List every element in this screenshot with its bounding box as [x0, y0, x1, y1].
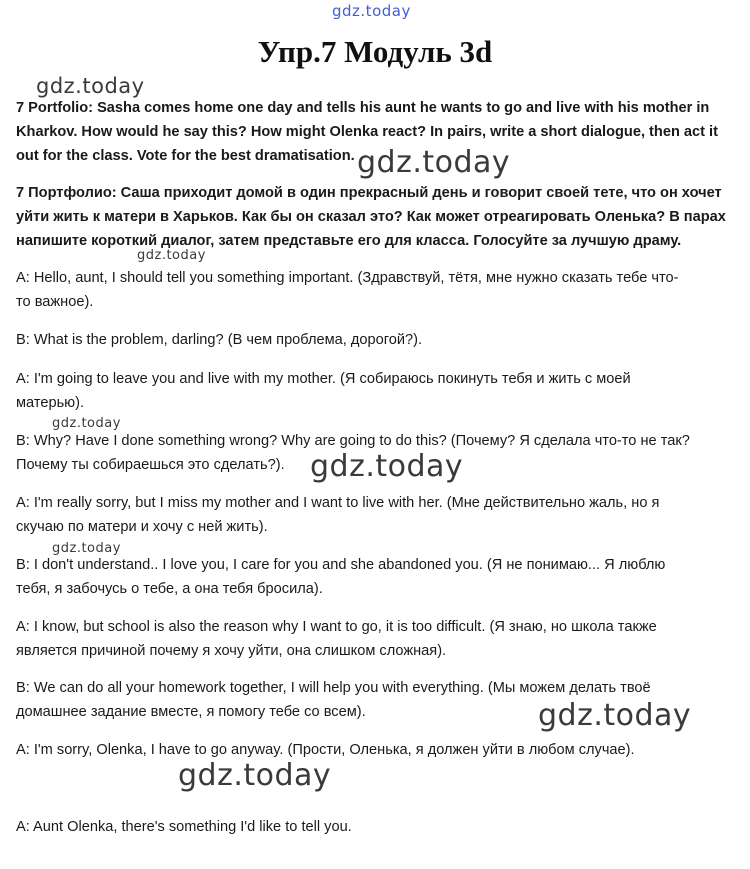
task-ru-line: 7 Портфолио: Саша приходит домой в один прекрасный день и говорит своей тете, что он хочет	[16, 185, 722, 201]
dialogue-line: Почему ты собираешься это сделать?).	[16, 457, 285, 473]
dialogue-line: B: Why? Have I done something wrong? Why are going to do this? (Почему? Я сделала что-то не так?	[16, 433, 690, 449]
watermark: gdz.today	[357, 145, 511, 180]
watermark: gdz.today	[310, 449, 464, 484]
page-title: Упр.7 Модуль 3d	[257, 34, 493, 69]
dialogue-line: матерью).	[16, 395, 85, 411]
dialogue-line: B: What is the problem, darling? (В чем проблема, дорогой?).	[16, 332, 423, 348]
task-en-line: 7 Portfolio: Sasha comes home one day and tells his aunt he wants to go and live with his mother in	[16, 100, 710, 116]
dialogue-line: B: I don't understand.. I love you, I care for you and she abandoned you. (Я не понимаю... Я люблю	[16, 557, 666, 573]
dialogue-line: A: I'm going to leave you and live with my mother. (Я собираюсь покинуть тебя и жить с моей	[16, 371, 631, 387]
dialogue-line: домашнее задание вместе, я помогу тебе со всем).	[16, 704, 366, 720]
dialogue-line: A: I'm sorry, Olenka, I have to go anyway. (Прости, Оленька, я должен уйти в любом случае).	[16, 742, 635, 758]
task-en-line: Kharkov. How would he say this? How might Olenka react? In pairs, write a short dialogue, then act it	[16, 124, 718, 140]
watermark: gdz.today	[52, 416, 121, 431]
dialogue-line: является причиной почему я хочу уйти, она слишком сложная).	[16, 643, 447, 659]
dialogue-line: A: I know, but school is also the reason why I want to go, it is too difficult. (Я знаю, но школа также	[16, 619, 657, 635]
watermark: gdz.today	[538, 698, 692, 733]
watermark-top: gdz.today	[332, 2, 411, 20]
dialogue-line: A: Aunt Olenka, there's something I'd like to tell you.	[16, 819, 352, 835]
dialogue-line: тебя, я забочусь о тебе, а она тебя бросила).	[16, 581, 323, 597]
dialogue-line: B: We can do all your homework together, I will help you with everything. (Мы можем делать твоё	[16, 680, 651, 696]
dialogue-line: A: I'm really sorry, but I miss my mother and I want to live with her. (Мне действительно жаль, но я	[16, 495, 660, 511]
watermark: gdz.today	[36, 74, 145, 98]
watermark: gdz.today	[52, 541, 121, 556]
watermark: gdz.today	[137, 248, 206, 263]
watermark: gdz.today	[178, 758, 332, 793]
dialogue-line: A: Hello, aunt, I should tell you something important. (Здравствуй, тётя, мне нужно сказать тебе что-	[16, 270, 679, 286]
task-en-line: out for the class. Vote for the best dramatisation.	[16, 148, 355, 164]
dialogue-line: скучаю по матери и хочу с ней жить).	[16, 519, 268, 535]
task-ru-line: уйти жить к матери в Харьков. Как бы он сказал это? Как может отреагировать Оленька? В парах	[16, 209, 726, 225]
task-ru-line: напишите короткий диалог, затем представьте его для класса. Голосуйте за лучшую драму.	[16, 233, 682, 249]
dialogue-line: то важное).	[16, 294, 94, 310]
